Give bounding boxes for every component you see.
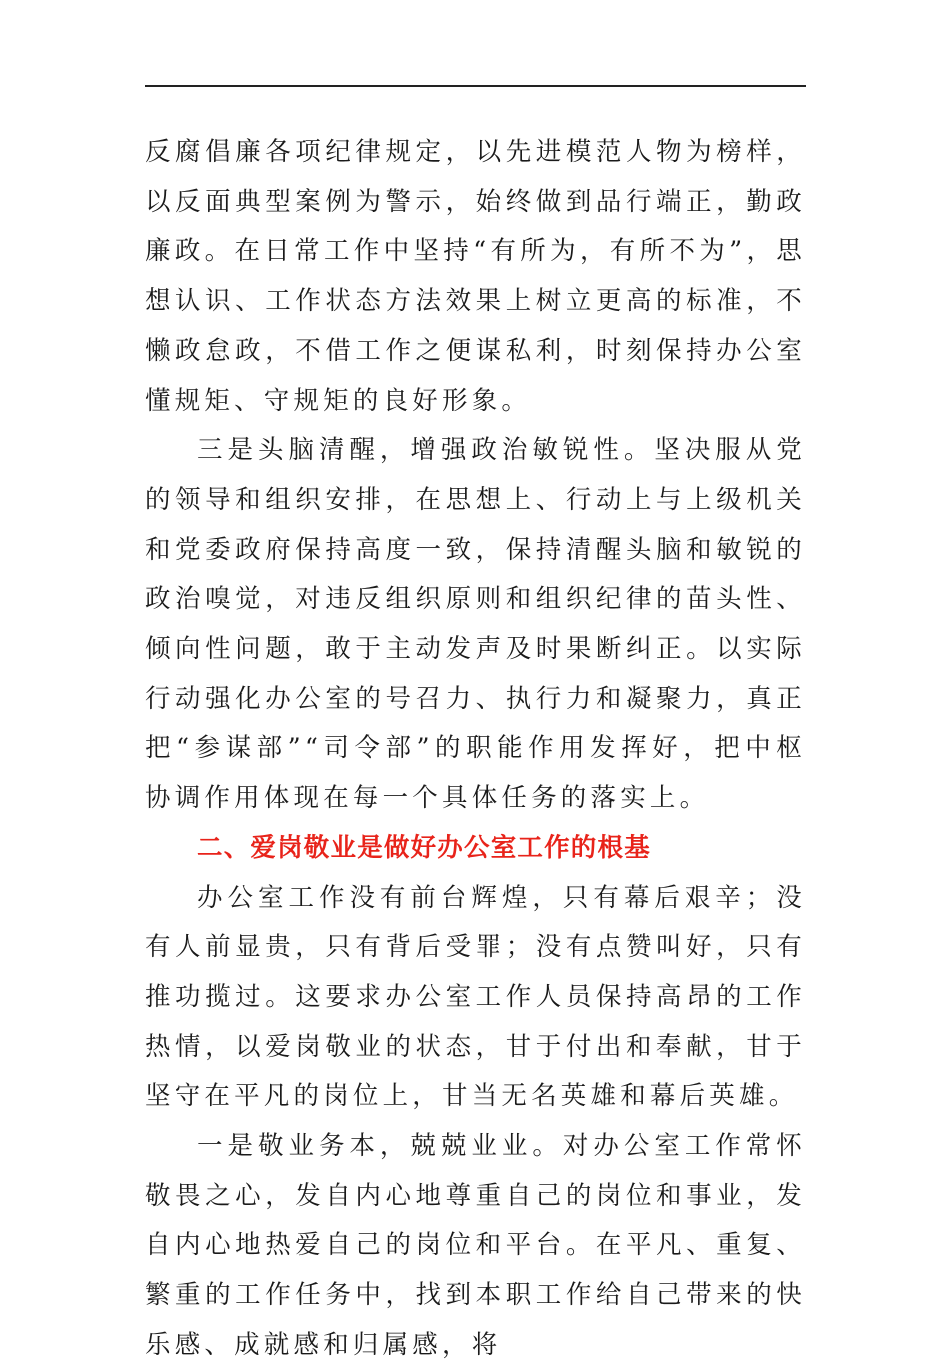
- paragraph-point-three: 三是头脑清醒，增强政治敏锐性。坚决服从党的领导和组织安排，在思想上、行动上与上级机关和党委政府保持高度一致，保持清醒头脑和敏锐的政治嗅觉，对违反组织原则和组织纪律的苗头性、倾向性问题，敢于主动发声及时果断纠正。以实际行动强化办公室的号召力、执行力和凝聚力，真正把“参谋部”“司令部”的职能作用发挥好，把中枢协调作用体现在每一个具体任务的落实上。: [145, 435, 806, 814]
- paragraph-point-one: 一是敬业务本，兢兢业业。对办公室工作常怀敬畏之心，发自内心地尊重自己的岗位和事业，发自内心地热爱自己的岗位和平台。在平凡、重复、繁重的工作任务中，找到本职工作给自己带来的快乐感、成就感和归属感，将: [145, 1131, 806, 1360]
- paragraph-continuation: 反腐倡廉各项纪律规定，以先进模范人物为榜样，以反面典型案例为警示，始终做到品行端正，勤政廉政。在日常工作中坚持“有所为，有所不为”，思想认识、工作状态方法效果上树立更高的标准，不懒政怠政，不借工作之便谋私利，时刻保持办公室懂规矩、守规矩的良好形象。: [145, 137, 806, 416]
- section-heading: 二、爱岗敬业是做好办公室工作的根基: [197, 832, 651, 863]
- paragraph-section-intro: 办公室工作没有前台辉煌，只有幕后艰辛；没有人前显贵，只有背后受罪；没有点赞叫好，只有推功揽过。这要求办公室工作人员保持高昂的工作热情，以爱岗敬业的状态，甘于付出和奉献，甘于坚守在平凡的岗位上，甘当无名英雄和幕后英雄。: [145, 882, 806, 1112]
- document-body: [145, 128, 806, 1371]
- header-rule: [145, 85, 806, 87]
